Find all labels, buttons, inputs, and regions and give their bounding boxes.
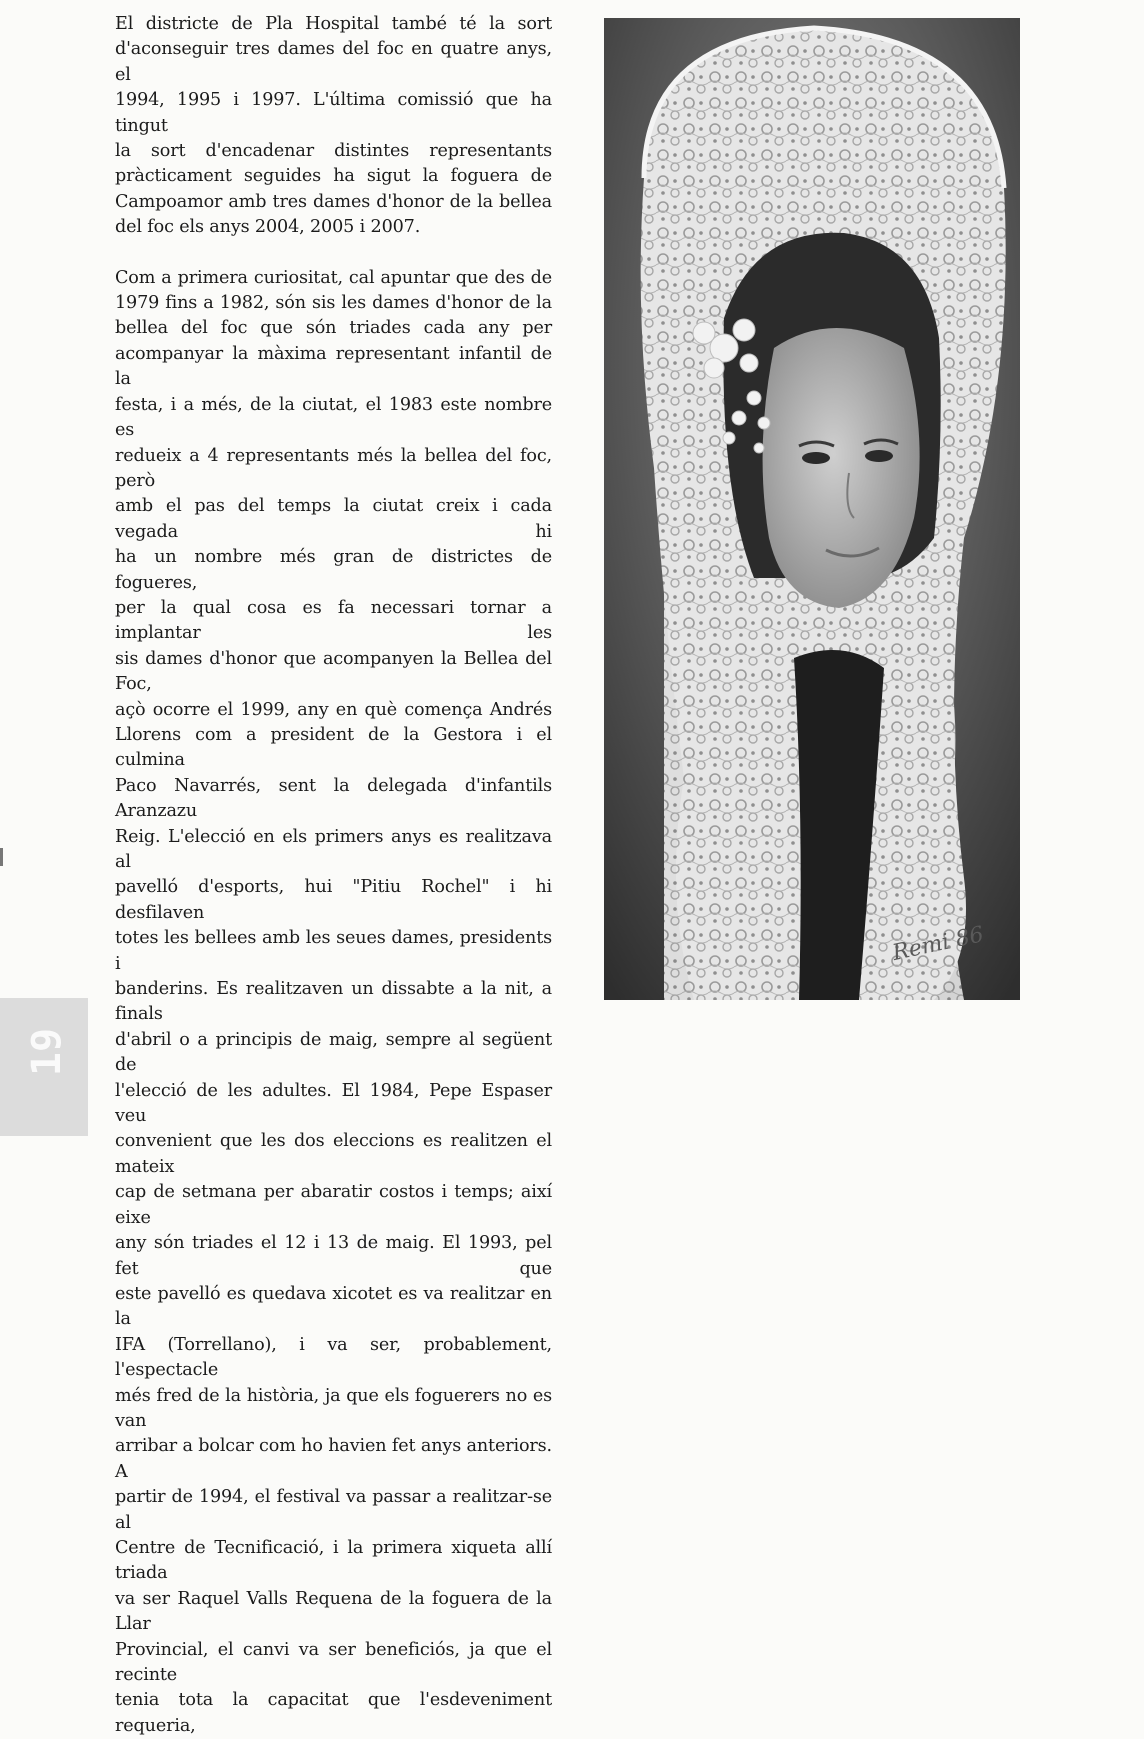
text-line: totes les bellees amb les seues dames, presidents i (115, 928, 552, 974)
page-number: 19 (24, 1027, 70, 1077)
text-line: IFA (Torrellano), i va ser, probablement, l'espectacle (115, 1334, 552, 1381)
portrait-photo (604, 18, 1020, 1000)
text-line: banderins. Es realitzaven un dissabte a la nit, a finals (115, 979, 552, 1025)
text-line: 1979 fins a 1982, són sis les dames d'honor de la (115, 293, 552, 314)
text-line: més fred de la història, ja que els foguerers no es van (115, 1385, 552, 1431)
text-line: la sort d'encadenar distintes representants (115, 141, 552, 162)
text-line: Campoamor amb tres dames d'honor de la bellea (115, 191, 552, 212)
article-paragraph-2 (115, 266, 552, 1739)
text-line: acompanyar la màxima representant infantil de la (115, 343, 552, 390)
text-line: Provincial, el canvi va ser beneficiós, ja que el recinte (115, 1639, 552, 1685)
text-line: redueix a 4 representants més la bellea del foc, però (115, 445, 552, 491)
text-line: del foc els anys 2004, 2005 i 2007. (115, 217, 421, 238)
text-line: Paco Navarrés, sent la delegada d'infantils Aranzazu (115, 775, 552, 822)
text-line: per la qual cosa es fa necessari tornar a implantar les (115, 597, 552, 644)
text-line: tenia tota la capacitat que l'esdeveniment requeria, (115, 1690, 552, 1736)
text-line: cap de setmana per abaratir costos i temps; així eixe (115, 1182, 552, 1228)
text-line: ha un nombre més gran de districtes de fogueres, (115, 547, 552, 593)
article-text-column (115, 12, 552, 1739)
text-line: arribar a bolcar com ho havien fet anys anteriors. A (115, 1436, 552, 1482)
text-line: any són triades el 12 i 13 de maig. El 1993, pel fet que (115, 1233, 552, 1279)
text-line: Reig. L'elecció en els primers anys es realitzava al (115, 826, 552, 872)
text-line: Com a primera curiositat, cal apuntar que des de (115, 267, 552, 288)
text-line: açò ocorre el 1999, any en què comença Andrés (115, 699, 552, 720)
text-line: pavelló d'esports, hui "Pitiu Rochel" i hi desfilaven (115, 877, 552, 923)
text-line: Llorens com a president de la Gestora i el culmina (115, 724, 552, 771)
page-number-tab (0, 998, 88, 1136)
text-line: partir de 1994, el festival va passar a realitzar-se al (115, 1487, 552, 1533)
text-line: amb el pas del temps la ciutat creix i cada vegada hi (115, 496, 552, 542)
text-line: bellea del foc que són triades cada any per (115, 318, 552, 339)
text-line: l'elecció de les adultes. El 1984, Pepe Espaser veu (115, 1080, 552, 1127)
text-line: festa, i a més, de la ciutat, el 1983 este nombre es (115, 394, 552, 441)
text-line: sis dames d'honor que acompanyen la Bellea del Foc, (115, 648, 552, 695)
text-line: 1994, 1995 i 1997. L'última comissió que ha tingut (115, 90, 552, 136)
text-line: pràcticament seguides ha sigut la foguera de (115, 166, 552, 187)
text-line: El districte de Pla Hospital també té la sort (115, 14, 552, 34)
photographer-signature: Remi 86 (890, 922, 986, 966)
text-line: va ser Raquel Valls Requena de la foguera de la Llar (115, 1588, 552, 1635)
text-line: convenient que les dos eleccions es realitzen el mateix (115, 1131, 552, 1177)
text-line: d'abril o a principis de maig, sempre al següent de (115, 1029, 552, 1076)
text-line: Centre de Tecnificació, i la primera xiqueta allí triada (115, 1537, 552, 1584)
text-line: este pavelló es quedava xicotet es va realitzar en la (115, 1283, 552, 1330)
scan-edge-mark (0, 848, 3, 866)
article-paragraph-1 (115, 12, 552, 241)
portrait-illustration (604, 18, 1020, 1000)
text-line: d'aconseguir tres dames del foc en quatre anys, el (115, 39, 552, 85)
